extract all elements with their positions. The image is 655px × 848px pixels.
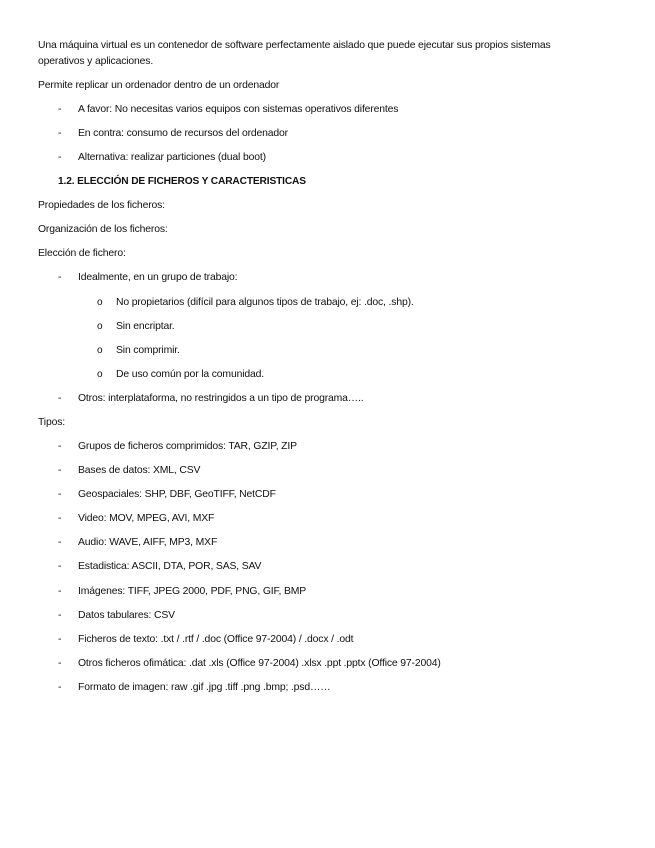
propiedades-label: Propiedades de los ficheros:: [38, 200, 165, 211]
dash-bullet: -: [58, 610, 62, 621]
replica-paragraph: Permite replicar un ordenador dentro de un ordenador: [38, 80, 280, 91]
dash-bullet: -: [58, 537, 62, 548]
intro-paragraph-line-1: Una máquina virtual es un contenedor de software perfectamente aislado que puede ejecutar sus propios sistemas: [38, 40, 551, 51]
eleccion-label: Elección de fichero:: [38, 248, 126, 259]
section-heading: 1.2. ELECCIÓN DE FICHEROS Y CARACTERISTICAS: [58, 176, 306, 187]
dash-bullet: -: [58, 513, 62, 524]
dash-bullet: -: [58, 489, 62, 500]
dash-bullet: -: [58, 152, 62, 163]
organizacion-label: Organización de los ficheros:: [38, 224, 168, 235]
list-item-text: Grupos de ficheros comprimidos: TAR, GZIP, ZIP: [78, 441, 297, 452]
list-item-text: Audio: WAVE, AIFF, MP3, MXF: [78, 537, 218, 548]
list-item-text: Video: MOV, MPEG, AVI, MXF: [78, 513, 215, 524]
circle-bullet: o: [97, 345, 103, 356]
list-item-text: Imágenes: TIFF, JPEG 2000, PDF, PNG, GIF, BMP: [78, 586, 307, 597]
intro-paragraph-line-2: operativos y aplicaciones.: [38, 56, 154, 67]
dash-bullet: -: [58, 561, 62, 572]
dash-bullet: -: [58, 128, 62, 139]
list-item-text: En contra: consumo de recursos del ordenador: [78, 128, 288, 139]
circle-bullet: o: [97, 369, 103, 380]
list-item-text: Datos tabulares: CSV: [78, 610, 175, 621]
tipos-label: Tipos:: [38, 417, 66, 428]
list-item-text: Alternativa: realizar particiones (dual boot): [78, 152, 266, 163]
sub-list-item-text: No propietarios (difícil para algunos tipos de trabajo, ej: .doc, .shp).: [116, 297, 414, 308]
list-item-text: Bases de datos: XML, CSV: [78, 465, 201, 476]
list-item-text: Formato de imagen: raw .gif .jpg .tiff .png .bmp; .psd……: [78, 682, 331, 693]
list-item-text: Idealmente, en un grupo de trabajo:: [78, 272, 238, 283]
dash-bullet: -: [58, 658, 62, 669]
sub-list-item-text: De uso común por la comunidad.: [116, 369, 264, 380]
dash-bullet: -: [58, 393, 62, 404]
list-item-text: A favor: No necesitas varios equipos con sistemas operativos diferentes: [78, 104, 399, 115]
dash-bullet: -: [58, 441, 62, 452]
circle-bullet: o: [97, 297, 103, 308]
dash-bullet: -: [58, 104, 62, 115]
sub-list-item-text: Sin encriptar.: [116, 321, 175, 332]
dash-bullet: -: [58, 586, 62, 597]
dash-bullet: -: [58, 272, 62, 283]
list-item-text: Geospaciales: SHP, DBF, GeoTIFF, NetCDF: [78, 489, 276, 500]
list-item-text: Otros ficheros ofimática: .dat .xls (Office 97-2004) .xlsx .ppt .pptx (Office 97-2004): [78, 658, 441, 669]
dash-bullet: -: [58, 682, 62, 693]
circle-bullet: o: [97, 321, 103, 332]
list-item-text: Ficheros de texto: .txt / .rtf / .doc (Office 97-2004) / .docx / .odt: [78, 634, 354, 645]
sub-list-item-text: Sin comprimir.: [116, 345, 180, 356]
list-item-text: Estadistica: ASCII, DTA, POR, SAS, SAV: [78, 561, 262, 572]
dash-bullet: -: [58, 634, 62, 645]
list-item-text: Otros: interplataforma, no restringidos a un tipo de programa…..: [78, 393, 364, 404]
dash-bullet: -: [58, 465, 62, 476]
